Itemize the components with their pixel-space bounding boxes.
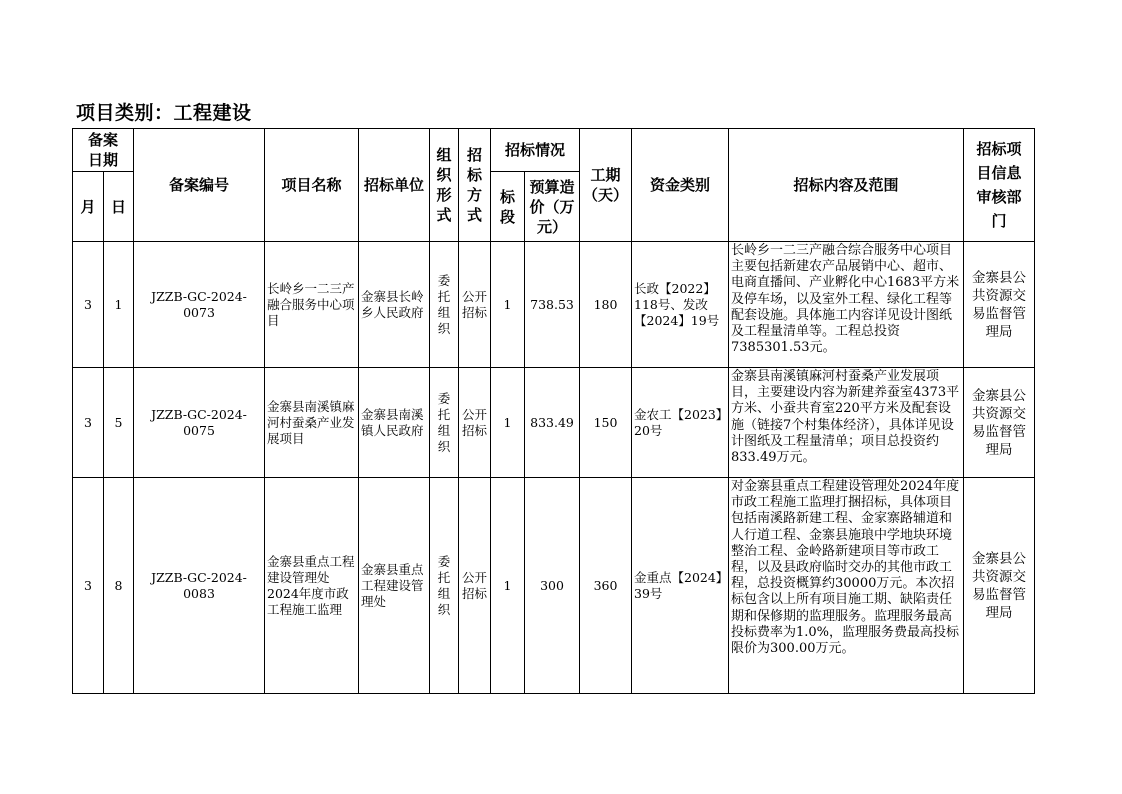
cell-month: 3	[73, 478, 104, 694]
table-row	[73, 242, 1035, 368]
cell-record-no: JZZB-GC-2024-0073	[134, 242, 265, 368]
cell-org-form: 委托组织	[430, 478, 459, 694]
header-tender-unit: 招标单位	[359, 129, 430, 242]
cell-duration: 360	[580, 478, 632, 694]
header-section: 标段	[491, 172, 525, 242]
header-record-no: 备案编号	[134, 129, 265, 242]
cell-duration: 150	[580, 368, 632, 478]
cell-day: 1	[104, 242, 134, 368]
cell-org-form: 委托组织	[430, 368, 459, 478]
header-record-date: 备案日期	[73, 129, 134, 172]
cell-scope: 金寨县南溪镇麻河村蚕桑产业发展项目，主要建设内容为新建养蚕室4373平方米、小蚕共育室220平方米及配套设施（链接7个村集体经济），具体详见设计图纸及工程量清单；项目总投资约833.49万元。	[729, 368, 964, 478]
cell-record-no: JZZB-GC-2024-0075	[134, 368, 265, 478]
cell-scope: 长岭乡一二三产融合综合服务中心项目主要包括新建农产品展销中心、超市、电商直播间、产业孵化中心1683平方米及停车场，以及室外工程、绿化工程等配套设施。具体施工内容详见设计图纸及工程量清单等。工程总投资7385301.53元。	[729, 242, 964, 368]
page-title: 项目类别：工程建设	[76, 102, 252, 124]
cell-scope: 对金寨县重点工程建设管理处2024年度市政工程施工监理打捆招标，具体项目包括南溪路新建工程、金家寨路辅道和人行道工程、金寨县施琅中学地块环境整治工程、金岭路新建项目等市政工程，以及县政府临时交办的其他市政工程，总投资概算约30000万元。本次招标包含以上所有项目施工期、缺陷责任期和保修期的监理服务。监理服务最高投标费率为1.0%，监理服务费最高投标限价为300.00万元。	[729, 478, 964, 694]
cell-tender-method: 公开招标	[459, 478, 491, 694]
cell-budget: 738.53	[525, 242, 580, 368]
cell-tender-unit: 金寨县南溪镇人民政府	[359, 368, 430, 478]
header-project-name: 项目名称	[265, 129, 359, 242]
cell-review-dept: 金寨县公共资源交易监督管理局	[964, 478, 1035, 694]
header-budget	[525, 172, 580, 242]
cell-tender-method: 公开招标	[459, 242, 491, 368]
cell-duration: 180	[580, 242, 632, 368]
header-duration: 工期（天）	[580, 129, 632, 242]
cell-day: 5	[104, 368, 134, 478]
cell-budget: 300	[525, 478, 580, 694]
cell-fund-type: 金农工【2023】20号	[632, 368, 729, 478]
header-tender-method: 招标方式	[459, 129, 491, 242]
cell-day: 8	[104, 478, 134, 694]
cell-project-name: 金寨县南溪镇麻河村蚕桑产业发展项目	[265, 368, 359, 478]
cell-budget: 833.49	[525, 368, 580, 478]
cell-month: 3	[73, 242, 104, 368]
table-row	[73, 478, 1035, 694]
cell-fund-type: 长政【2022】118号、发改【2024】19号	[632, 242, 729, 368]
cell-section: 1	[491, 368, 525, 478]
tender-table	[72, 128, 1035, 694]
header-day: 日	[104, 172, 134, 242]
header-month: 月	[73, 172, 104, 242]
cell-tender-method: 公开招标	[459, 368, 491, 478]
header-review-dept: 招标项目信息审核部门	[964, 129, 1035, 242]
header-scope: 招标内容及范围	[729, 129, 964, 242]
cell-review-dept: 金寨县公共资源交易监督管理局	[964, 242, 1035, 368]
cell-month: 3	[73, 368, 104, 478]
header-budget-text: 预算造价（万元）	[529, 177, 575, 236]
header-tender-info: 招标情况	[491, 129, 580, 172]
cell-fund-type: 金重点【2024】39号	[632, 478, 729, 694]
cell-project-name: 金寨县重点工程建设管理处2024年度市政工程施工监理	[265, 478, 359, 694]
cell-tender-unit: 金寨县长岭乡人民政府	[359, 242, 430, 368]
cell-section: 1	[491, 478, 525, 694]
cell-project-name: 长岭乡一二三产融合服务中心项目	[265, 242, 359, 368]
header-org-form: 组织形式	[430, 129, 459, 242]
cell-org-form: 委托组织	[430, 242, 459, 368]
cell-tender-unit: 金寨县重点工程建设管理处	[359, 478, 430, 694]
cell-record-no: JZZB-GC-2024-0083	[134, 478, 265, 694]
header-fund-type: 资金类别	[632, 129, 729, 242]
cell-section: 1	[491, 242, 525, 368]
cell-review-dept: 金寨县公共资源交易监督管理局	[964, 368, 1035, 478]
table-row	[73, 368, 1035, 478]
